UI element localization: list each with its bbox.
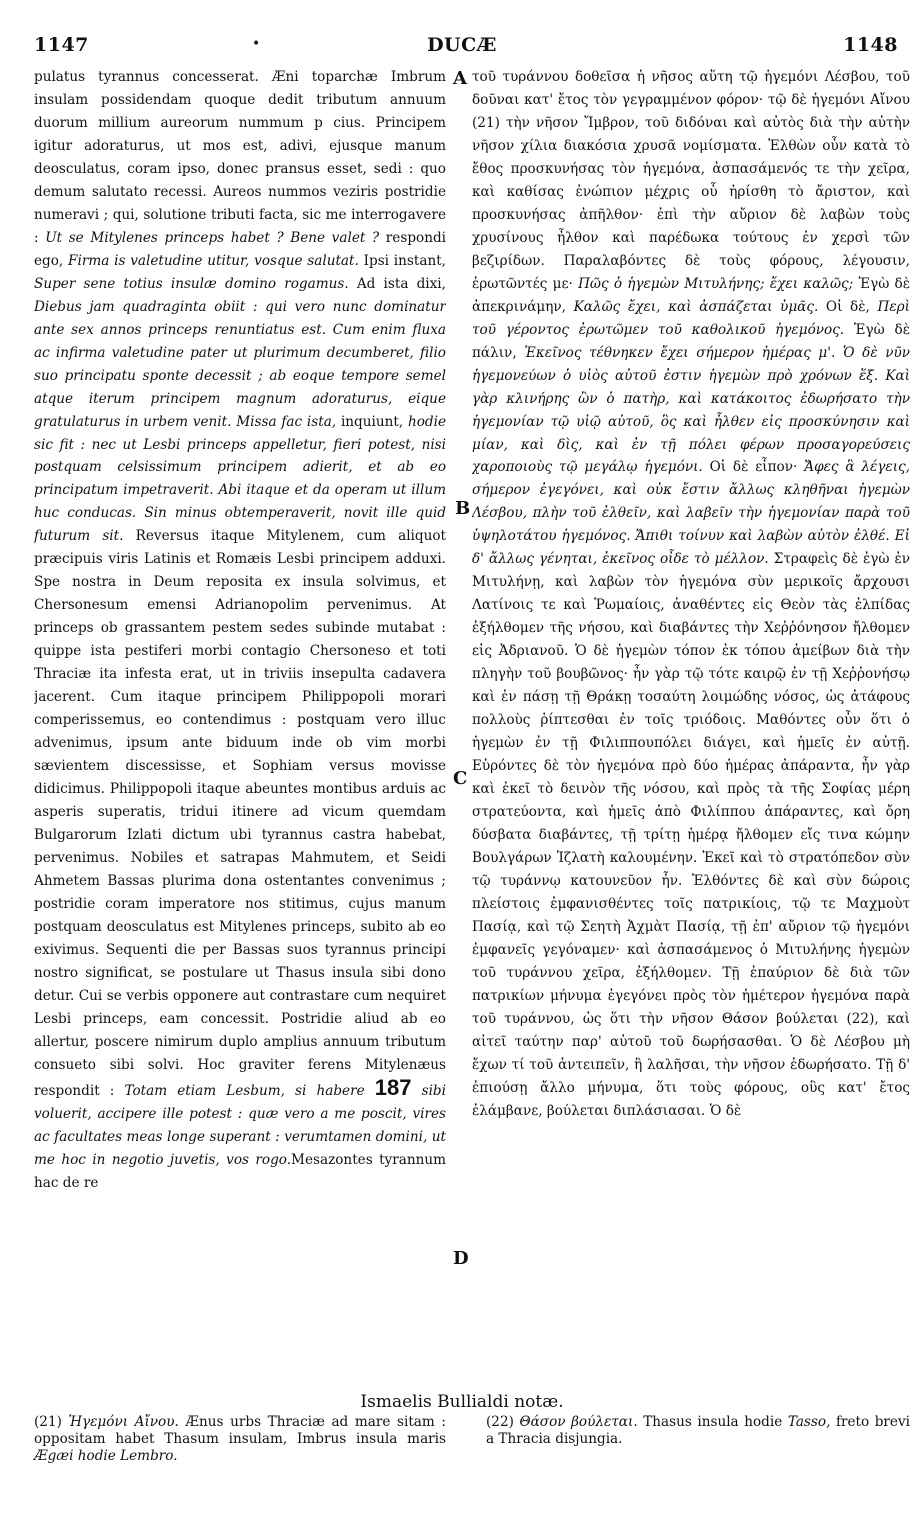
latin-text-segment: Mesazontes tyrannum hac de re [34,1151,446,1191]
greek-column [472,66,910,1384]
latin-italic-segment: Totam etiam Lesbum, si habere [124,1082,365,1099]
latin-italic-segment: Ut se Mitylenes princeps habet ? Bene valet ? [45,229,380,246]
page-number-left: 1147 [34,34,89,56]
greek-italic-segment: Περὶ τοῦ γέροντος ἐρωτῶμεν τοῦ καθολικοῦ ἡγεμόνος. [472,298,910,338]
greek-italic-segment: Ἐκεῖνος τέθνηκεν ἔχει σήμερον ἡμέρας μ'. Ὁ δὲ νῦν ἡγεμονεύων ὁ υἱὸς αὐτοῦ ἐστιν ἡγεμὼν πρὸ χρόνων ἕξ. Καὶ γὰρ κλινήρης ὢν ὁ πατὴρ, καὶ κατάκοιτος ἐδωρήσατο τὴν ἡγεμονίαν τῷ υἱῷ αὐτοῦ, ὃς καὶ ἦλθεν εἰς προσκύνησιν καὶ μίαν, καὶ δὶς, καὶ ἐν τῇ πόλει φέρων προσαγορεύσεις χαροποιοὺς τῷ μεγάλῳ ἡγεμόνι. [472,344,910,476]
latin-text-segment: Ad ista dixi, [348,275,446,292]
running-title: DUCÆ [427,34,497,56]
footnote-number: (21) [34,1414,69,1430]
footnote-text: Ænus urbs Thraciæ ad mare sitam : oppositam habet Thasum insulam, Imbrus insula maris [34,1414,446,1447]
column-number: 187 [374,1074,412,1100]
page-number-right: 1148 [843,34,898,56]
notes-heading: Ismaelis Bullialdi notæ. [360,1392,564,1412]
margin-marker-c: C [453,768,468,789]
latin-text-segment: Reversus itaque Mitylenem, cum aliquot præcipuis viris Latinis et Romæis Lesbi principem adduxi. Spe nostra in Deum reposita ex insula solvimus, et Chersonesum emensi Adrianopolim pervenimus. At princeps ob grassantem pestem sedes subinde mutabat : quippe ista pestiferi morbi contagio Chersoneso et toti Thraciæ ita infesta erat, ut in triviis insepulta cadavera jacerent. Cum itaque principem Philippopoli morari comperissemus, eo contendimus : postquam vero illuc advenimus, ipsum ante biduum inde ob vim morbi sævientem discessisse, et Sophiam versus movisse didicimus. Philippopoli itaque abeuntes montibus arduis ac asperis superatis, tridui itinere ad vicum quemdam Bulgarorum Izlati dictum ubi tyrannus castra habebat, pervenimus. Nobiles et satrapas Mahmutem, et Seidi Ahmetem Bassas plurima dona ostentantes convenimus ; postridie coram imperatore nos stitimus, cujus manum postquam deosculatus est Mitylenes princeps, subito ab eo exivimus. Sequenti die per Bassas suos tyrannus principi nostro significat, se postulare ut Thasus insula sibi dono detur. Cui se verbis opponere aut contrastare cum nequiret Lesbi princeps, eam concessit. Postridie aliud ab eo allertur, poscere nimirum duplo amplius annuum tributum consueto sibi solvi. Hoc graviter ferens Mitylenæus respondit : [34,528,446,1099]
greek-text-segment: Οἱ δὲ, [818,298,878,315]
footnote-italic: Ægæi hodie Lembro. [34,1447,178,1464]
greek-text [472,66,910,1123]
footnote-21 [34,1414,446,1465]
margin-marker-d: D [453,1248,469,1269]
latin-italic-segment: Diebus jam quadraginta obiit : qui vero nunc dominatur ante sex annos princeps renuntiatus est. Cum enim fluxa ac infirma valetudine pater ut plurimum decumberet, filio suo principatu sponte decessit ; ab eoque tempore semel atque iterum principem magnum adoraturus, eique gratulaturus in urbem venit. Missa fac ista, [34,298,446,430]
latin-italic-segment: hodie sic fit : nec ut Lesbi princeps appelletur, fieri potest, nisi postquam celsissimum principem adierit, et ab eo principatum impetraverit. Abi itaque et da operam ut illum huc conducas. Sin minus obtemperaverit, novit ille quid futurum sit. [34,413,446,545]
latin-italic-segment: Super sene totius insulæ domino rogamus. [34,275,349,292]
latin-column [34,66,446,1384]
greek-italic-segment: Καλῶς ἔχει, καὶ ἀσπάζεται ὑμᾶς. [573,298,819,315]
greek-text-segment: Στραφεὶς δὲ ἐγὼ ἐν Μιτυλήνῃ, καὶ λαβὼν τὸν ἡγεμόνα σὺν μερικοῖς ἄρχουσι Λατίνοις τε καὶ Ῥωμαίοις, ἀναθέντες εἰς Θεὸν τὰς ἐλπίδας ἐξήλθομεν τῆς νήσου, καὶ διαβάντες τὴν Χεῤῥόνησον ἤλθομεν εἰς Ἀδριανοῦ. Ὁ δὲ ἡγεμὼν τόπον ἐκ τόπου ἀμείβων διὰ τὴν πληγὴν τοῦ βουβῶνος· ἦν γὰρ τῷ τότε καιρῷ ἐν τῇ Χεῤῥονήσῳ καὶ ἐν πάσῃ τῇ Θράκῃ τοσαύτη λοιμώδης νόσος, ὡς ἀτάφους πολλοὺς ῥίπτεσθαι ἐν τοῖς τριόδοις. Μαθόντες οὖν ὅτι ὁ ἡγεμὼν ἐν τῇ Φιλιππουπόλει διάγει, καὶ ἡμεῖς ἐν αὐτῇ. Εὑρόντες δὲ τὸν ἡγεμόνα πρὸ δύο ἡμέρας ἀπάραντα, ἦν γὰρ καὶ ἐκεῖ τὸ δεινὸν τῆς νόσου, καὶ πρὸς τὰ τῆς Σοφίας μέρη στρατεύοντα, καὶ ἡμεῖς ἀπὸ Φιλίππου ἀπάραντες, καὶ ὄρη δύσβατα διαβάντες, τῇ τρίτῃ ἡμέρᾳ ἤλθομεν εἴς τινα κώμην Βουλγάρων Ἰζλατὴ καλουμένην. Ἐκεῖ καὶ τὸ στρατόπεδον σὺν τῷ τυράννῳ κατουνεῦον ἦν. Ἐλθόντες δὲ καὶ σὺν δώροις πλείστοις ἐμφανισθέντες τοῖς πατρικίοις, τῷ τε Μαχμοὺτ Πασίᾳ, καὶ τῷ Σεητὴ Ἀχμὰτ Πασίᾳ, τῇ ἐπ' αὔριον τῷ ἡγεμόνι ἐμφανεῖς γεγόναμεν· καὶ ἀσπασάμενος ὁ Μιτυλήνης ἡγεμὼν τοῦ τυράννου χεῖρα, ἐξήλθομεν. Τῇ ἐπαύριον δὲ διὰ τῶν πατρικίων μήνυμα ἐγεγόνει πρὸς τὸν ἡμέτερον ἡγεμόνα παρὰ τοῦ τυράννου, ὡς ὅτι τὴν νῆσον Θάσον βούλεται (22), καὶ αἰτεῖ ταύτην παρ' αὐτοῦ τοῦ δωρήσασθαι. Ὁ δὲ Λέσβου μὴ ἔχων τί τοῦ ἀντειπεῖν, ἢ λαλῆσαι, τὴν νῆσον ἐδωρήσατο. Τῇ δ' ἐπιούσῃ ἄλλο μήνυμα, ὅτι τοὺς φόρους, οὓς κατ' ἔτος ἐλάμβανε, βούλεται διπλάσιασαι. Ὁ δὲ [472,551,910,1119]
footnote-22 [486,1414,910,1448]
latin-text-segment: Ipsi instant, [358,252,446,269]
margin-marker-b: B [455,498,471,519]
latin-italic-segment: sibi voluerit, accipere ille potest : quæ vero a me poscit, vires ac facultates meas longe superant : verumtamen domini, ut me hoc in negotio juvetis, vos rogo. [34,1082,446,1168]
greek-text-segment: τοῦ τυράννου δοθεῖσα ἡ νῆσος αὕτη τῷ ἡγεμόνι Λέσβου, τοῦ δοῦναι κατ' ἔτος τὸν γεγραμμένον φόρον· τῷ δὲ ἡγεμόνι Αἴνου (21) τὴν νῆσον Ἴμβρον, τοῦ διδόναι καὶ αὐτὸς διὰ τὴν αὐτὴν νῆσον χίλια διακόσια χρυσᾶ νομίσματα. Ἐλθὼν οὖν κατὰ τὸ ἔθος προσκυνήσας τὸν ἡγεμόνα, ἀσπασάμενός τε τὴν χεῖρα, καὶ καθίσας ἐνώπιον μέχρις οὗ ἠρίσθη τὸ ἄριστον, καὶ προσκυνήσας ἀπῆλθον· ἐπὶ τὴν αὔριον δὲ λαβὼν τοὺς χρυσίνους ἦλθον καὶ παρέδωκα τούτους ἐν χερσὶ τῶν βεζιρίδων. Παραλαβόντες δὲ τοὺς φόρους, λέγουσιν, ἐρωτῶντές με· [472,69,910,292]
header-dot: • [252,36,261,52]
latin-text-segment: pulatus tyrannus concesserat. Æni toparchæ Imbrum insulam possidendam quoque dedit tributum annuum duorum millium aureorum nummum p cius. Principem igitur adoraturus, ut mos est, adivi, ejusque manum deosculatus, coram ipso, donec pransus esset, sedi : quo demum salutato recessi. Aureos nummos veziris postridie numeravi ; qui, solutione tributi facta, sic me interrogavere : [34,69,446,246]
greek-italic-segment: Ἄφες ἃ λέγεις, σήμερον ἐγεγόνει, καὶ οὐκ ἔστιν ἄλλως κληθῆναι ἡγεμὼν Λέσβου, πλὴν τοῦ ἐλθεῖν, καὶ λαβεῖν τὴν ἡγεμονίαν παρὰ τοῦ ὑψηλοτάτου ἡγεμόνος. Ἄπιθι τοίνυν καὶ λαβὼν αὐτὸν ἐλθέ. Εἰ δ' ἄλλως γένηται, ἐκεῖνος οἶδε τὸ μέλλον. [472,459,910,568]
greek-italic-segment: Πῶς ὁ ἡγεμὼν Μιτυλήνης; ἔχει καλῶς; [578,275,854,292]
latin-italic-segment: Firma is valetudine utitur, vosque salutat. [68,252,359,269]
footnote-italic: Tasso, [787,1414,831,1430]
footnote-lemma: Θάσον βούλεται. [519,1414,638,1430]
footnote-text: Thasus insula hodie [637,1414,788,1430]
footnote-lemma: Ἡγεμόνι Αἴνου. [68,1414,179,1430]
greek-text-segment: Οἱ δὲ εἶπον· [702,459,805,476]
greek-text-segment: Ἐγὼ δὲ ἀπεκρινάμην, [472,275,910,315]
greek-text-segment: Ἐγὼ δὲ πάλιν, [472,321,910,361]
latin-text-segment: respondi ego, [34,229,446,269]
footnote-number: (22) [486,1414,520,1430]
latin-text-segment: inquiunt, [336,413,408,430]
margin-marker-a: A [453,68,467,89]
footnote-text: freto brevi a Thracia disjungia. [486,1414,910,1447]
latin-text [34,66,446,1194]
